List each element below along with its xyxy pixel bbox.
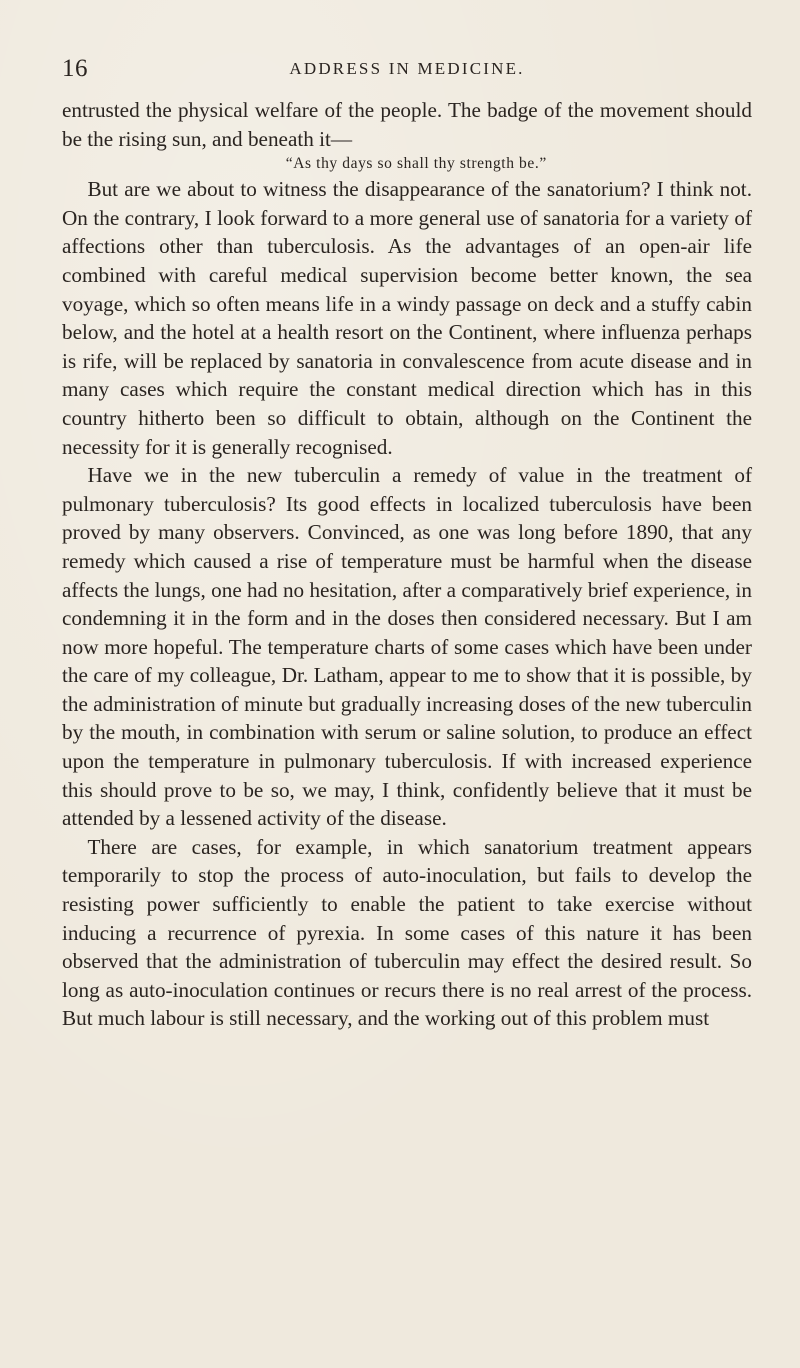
page-number: 16 [62, 55, 88, 82]
paragraph: Have we in the new tuberculin a remedy of value in the treatment of pulmonary tuberculosis? Its good effects in localized tuberculosis have been proved by many observers. Convinced, as one was long before 1890, that any remedy which caused a rise of temperature must be harmful when the disease affects the lungs, one had no hesitation, after a comparatively brief experience, in condemning it in the form and in the doses then considered necessary. But I am now more hopeful. The temperature charts of some cases which have been under the care of my colleague, Dr. Latham, appear to me to show that it is possible, by the administration of minute but gradually increasing doses of the new tuberculin by the mouth, in combination with serum or saline solution, to produce an effect upon the temperature in pulmonary tuberculosis. If with increased experience this should prove to be so, we may, I think, confidently believe that it must be attended by a lessened activity of the disease. [62, 463, 752, 831]
quotation: “As thy days so shall thy strength be.” [285, 155, 547, 173]
body-text [62, 96, 752, 1033]
paragraph: There are cases, for example, in which sanatorium treatment appears temporarily to stop the process of auto-inoculation, but fails to develop the resisting power sufficiently to enable the patient to take exercise without inducing a recurrence of pyrexia. In some cases of this nature it has been observed that the administration of tuberculin may effect the desired result. So long as auto-inoculation continues or recurs there is no real arrest of the process. But much labour is still necessary, and the working out of this problem must [62, 834, 752, 1031]
paragraph: But are we about to witness the disappearance of the sanatorium? I think not. On the contrary, I look forward to a more general use of sanatoria for a variety of affections other than tuberculosis. As the advantages of an open-air life combined with careful medical supervision become better known, the sea voyage, which so often means life in a windy passage on deck and a stuffy cabin below, and the hotel at a health resort on the Continent, where influenza perhaps is rife, will be replaced by sanatoria in convalescence from acute disease and in many cases which require the constant medical direction which has in this country hitherto been so difficult to obtain, although on the Continent the necessity for it is generally recognised. [62, 177, 752, 459]
running-title: ADDRESS IN MEDICINE. [289, 59, 525, 78]
paragraph-continued: entrusted the physical welfare of the people. The badge of the movement should be the rising sun, and beneath it— [62, 98, 752, 151]
running-head [62, 56, 752, 82]
